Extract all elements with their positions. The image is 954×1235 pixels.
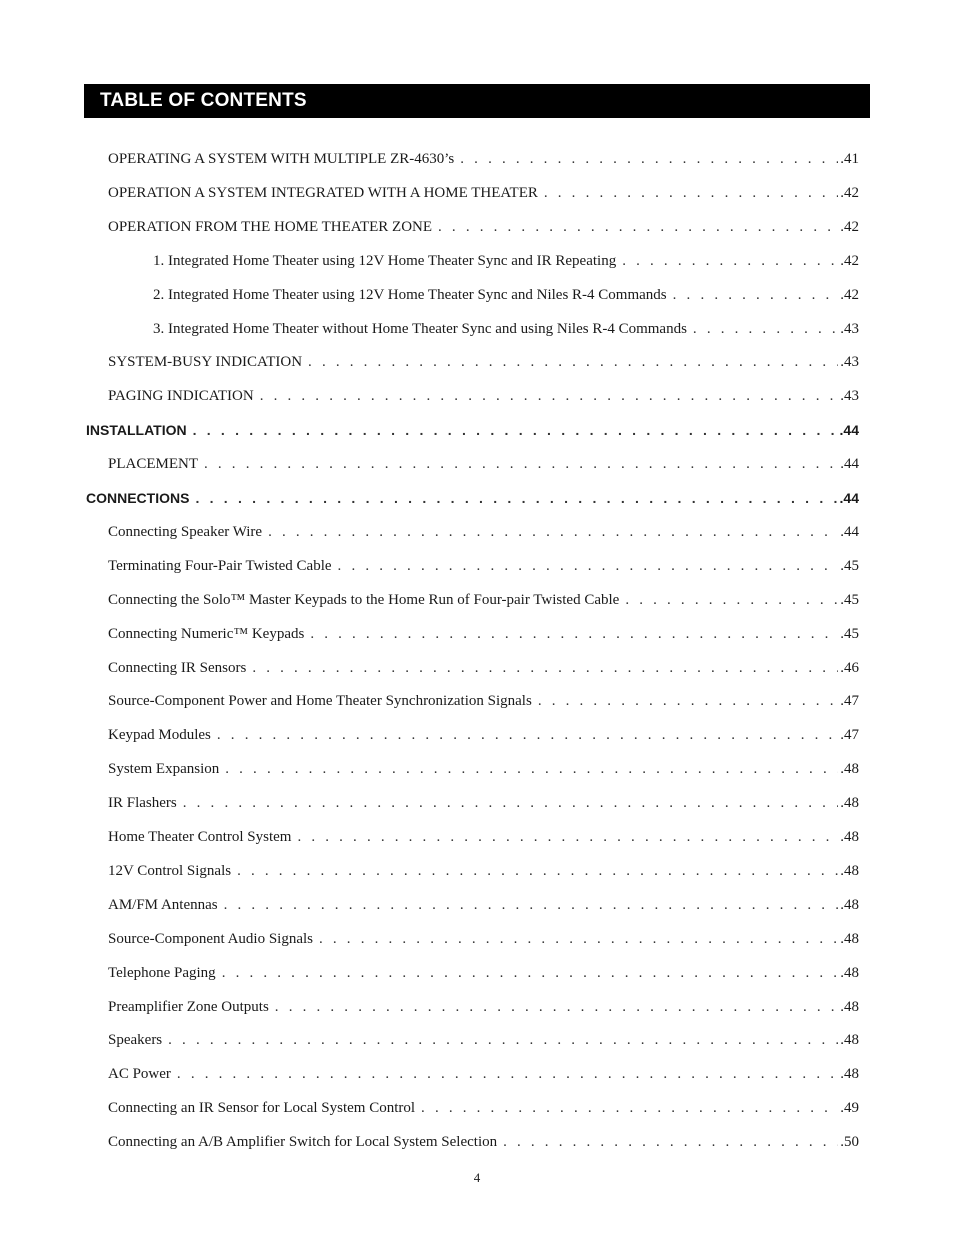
toc-entry-page: .44 [839,490,859,506]
toc-entry-title: Connecting Speaker Wire [108,523,263,540]
toc-leader-dots [319,928,838,950]
toc-leader-dots [460,148,838,170]
toc-entry-title: 3. Integrated Home Theater without Home Theater Sync and using Niles R-4 Commands [153,320,687,337]
toc-leader-dots [225,758,838,780]
toc-leader-dots [673,284,839,306]
toc-entry-page: .43 [840,354,859,371]
toc-entry[interactable] [108,1029,859,1051]
toc-entry[interactable] [108,1131,859,1153]
toc-leader-dots [183,792,839,814]
toc-entry[interactable] [108,724,859,746]
toc-leader-dots [204,453,838,475]
toc-entry[interactable] [108,1063,859,1085]
toc-leader-dots [268,521,838,543]
toc-entry-page: .42 [840,286,859,303]
toc-leader-dots [252,657,838,679]
toc-entry[interactable] [108,351,859,373]
toc-leader-dots [538,690,838,712]
toc-entry-page: .49 [840,1100,859,1117]
toc-entry[interactable] [108,1097,859,1119]
toc-entry[interactable] [108,860,859,882]
toc-leader-dots [338,555,839,577]
toc-entry-page: .48 [840,998,859,1015]
toc-entry-page: .44 [839,422,859,439]
toc-entry-page: .43 [840,320,859,337]
toc-entry[interactable] [86,419,859,441]
toc-entry-page: .45 [840,591,859,608]
toc-entry-title: Connecting IR Sensors [108,659,247,676]
toc-leader-dots [438,216,838,238]
toc-entry[interactable] [108,894,859,916]
toc-leader-dots [224,894,839,916]
toc-leader-dots [503,1131,838,1153]
toc-entry-title: OPERATION FROM THE HOME THEATER ZONE [108,218,433,235]
toc-entry-title: AC Power [108,1066,171,1083]
toc-entry-page: .48 [840,862,859,879]
toc-entry-title: OPERATION A SYSTEM INTEGRATED WITH A HOME THEATER [108,184,538,201]
toc-entry-title: Keypad Modules [108,727,211,744]
toc-leader-dots [622,250,838,272]
toc-entry-title: SYSTEM-BUSY INDICATION [108,354,303,371]
toc-entry-title: System Expansion [108,761,220,778]
toc-entry-title: Speakers [108,1032,163,1049]
toc-entry-page: .48 [840,795,859,812]
toc-entry-title: 1. Integrated Home Theater using 12V Home Theater Sync and IR Repeating [153,252,617,269]
toc-entry-page: .48 [840,896,859,913]
toc-leader-dots [308,351,838,373]
toc-entry[interactable] [153,284,859,306]
toc-entry-page: .47 [840,693,859,710]
toc-entry[interactable] [108,385,859,407]
toc-entry-page: .46 [840,659,859,676]
toc-entry[interactable] [108,623,859,645]
toc-entry-page: .50 [840,1134,859,1151]
toc-leader-dots [177,1063,838,1085]
toc-entry[interactable] [108,182,859,204]
toc-entry[interactable] [108,758,859,780]
toc-entry[interactable] [108,690,859,712]
toc-entry-page: .48 [840,761,859,778]
toc-entry[interactable] [108,589,859,611]
toc-entry-page: .45 [840,557,859,574]
toc-entry-page: .48 [840,1066,859,1083]
toc-entry-title: Preamplifier Zone Outputs [108,998,269,1015]
toc-leader-dots [237,860,838,882]
toc-entry-title: PAGING INDICATION [108,388,254,405]
toc-entry-title: CONNECTIONS [86,490,190,506]
toc-entry-title: Connecting an A/B Amplifier Switch for Local System Selection [108,1134,498,1151]
toc-entry-page: .42 [840,252,859,269]
toc-leader-dots [195,487,837,509]
toc-entry[interactable] [108,148,859,170]
toc-entry[interactable] [108,453,859,475]
toc-entry[interactable] [108,826,859,848]
toc-entry[interactable] [108,657,859,679]
page-number: 4 [473,1170,481,1185]
toc-entry-page: .47 [840,727,859,744]
toc-entry-page: .48 [840,829,859,845]
toc-entry-page: .42 [840,218,859,235]
toc-leader-dots [275,996,838,1018]
toc-entry-title: Telephone Paging [108,964,216,981]
toc-entry-title: Home Theater Control System [108,829,292,845]
toc-entry-title: Connecting Numeric™ Keypads [108,625,305,642]
toc-entry[interactable] [108,792,859,814]
toc-leader-dots [217,724,838,746]
toc-leader-dots [693,318,838,340]
toc-entry-page: .48 [840,964,859,981]
toc-entry[interactable] [108,555,859,577]
toc-entry[interactable] [108,928,859,950]
toc-entry-title: AM/FM Antennas [108,896,218,913]
toc-entry-title: 12V Control Signals [108,862,232,879]
toc-entry-title: Terminating Four-Pair Twisted Cable [108,557,332,574]
page-title: TABLE OF CONTENTS [100,90,307,111]
toc-entry-page: .44 [840,523,859,540]
toc-leader-dots [297,826,838,848]
toc-entry-title: PLACEMENT [108,456,198,473]
toc-entry-title: Connecting an IR Sensor for Local System Control [108,1100,416,1117]
toc-leader-dots [168,1029,838,1051]
toc-entry-title: Connecting the Solo™ Master Keypads to the Home Run of Four-pair Twisted Cable [108,591,620,608]
toc-leader-dots [193,419,838,441]
toc-leader-dots [260,385,839,407]
toc-entry-title: IR Flashers [108,795,177,812]
toc-entry-page: .48 [840,930,859,947]
toc-entry-title: INSTALLATION [86,422,187,439]
toc-entry[interactable] [153,318,859,340]
toc-entry-title: OPERATING A SYSTEM WITH MULTIPLE ZR-4630’s [108,151,455,167]
toc-entry[interactable] [108,962,859,984]
toc-entry[interactable] [153,250,859,272]
toc-leader-dots [421,1097,838,1119]
toc-entry[interactable] [108,996,859,1018]
toc-leader-dots [544,182,838,204]
toc-entry[interactable] [86,487,859,509]
toc-entry[interactable] [108,216,859,238]
toc-entry-page: .43 [840,388,859,405]
toc-entry-page: .41 [840,151,859,167]
toc-leader-dots [310,623,838,645]
toc-entry-title: 2. Integrated Home Theater using 12V Home Theater Sync and Niles R-4 Commands [153,286,667,303]
toc-leader-dots [625,589,838,611]
toc-entry-page: .48 [840,1032,859,1049]
toc-entry-page: .45 [840,625,859,642]
toc-entry-title: Source-Component Audio Signals [108,930,313,947]
toc-entry-page: .44 [840,456,859,473]
toc-entry-title: Source-Component Power and Home Theater Synchronization Signals [108,693,532,710]
toc-leader-dots [222,962,839,984]
toc-entry[interactable] [108,521,859,543]
toc-entry-page: .42 [840,184,859,201]
